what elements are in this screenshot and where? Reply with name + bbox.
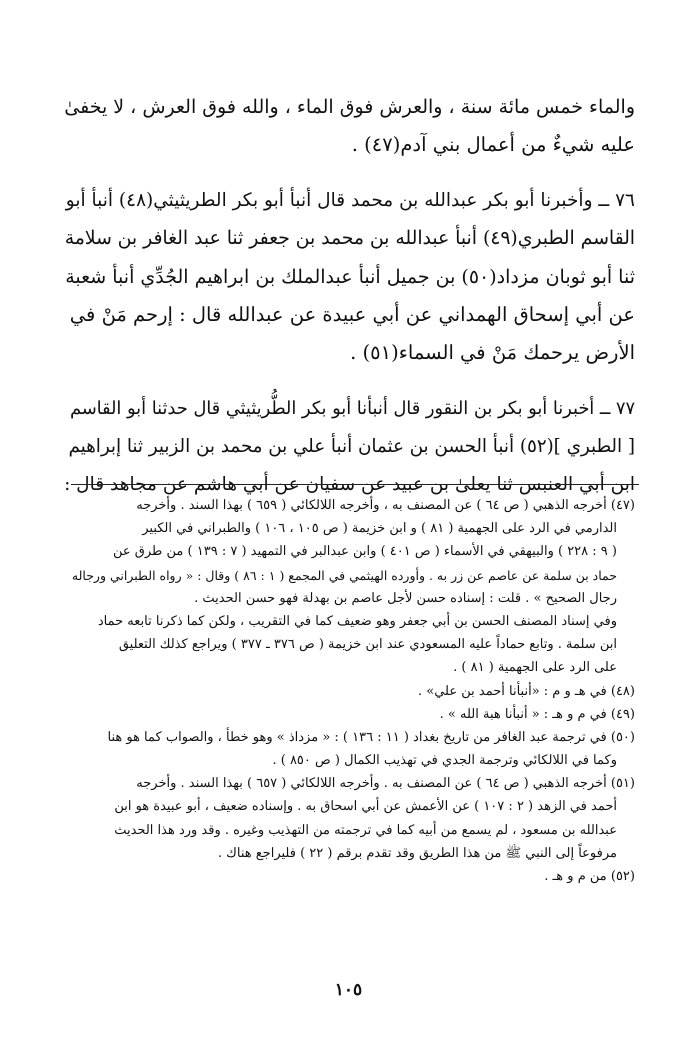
footnote-47-line: وفي إسناد المصنف الحسن بن أبي جعفر وهو ضعيف كما في التقريب ، ولكن كما ذكرنا تابعه حماد: [97, 613, 617, 629]
hadith-77-line: ابن أبي العنبس ثنا يعلىٰ بن عبيد عن سفيان عن أبي هاشم عن مجاهد قال :: [64, 474, 635, 495]
footnote-47-line: رجال الصحيح » . قلت : إسناده حسن لأجل عاصم بن بهدلة فهو حسن الحديث .: [194, 590, 617, 606]
main-text-block: [65, 88, 635, 504]
footnote-51-line: مرفوعاً إلى النبي ﷺ من هذا الطريق وقد تقدم برقم ( ٢٢ ) فليراجع هناك .: [217, 845, 617, 861]
hadith-76-line: ٧٦ ــ وأخبرنا أبو بكر عبدالله بن محمد قال أنبأ أبو بكر الطريثيثي(٤٨) أنبأ أبو: [65, 190, 635, 211]
hadith-76-line: القاسم الطبري(٤٩) أنبأ عبدالله بن محمد بن جعفر ثنا عبد الغافر بن سلامة: [64, 228, 635, 249]
footnote-50-line: وكما في اللالكائي وترجمة الجدي في تهذيب الكمال ( ص ٨٥٠ ) .: [272, 753, 617, 769]
footnote-47-line: حماد بن سلمة عن عاصم عن زر به . وأورده الهيثمي في المجمع ( ١ : ٨٦ ) وقال : « رواه الطبراني ورجاله: [71, 567, 617, 583]
footnote-51-line: أحمد في الزهد ( ٢ : ١٠٧ ) عن الأعمش عن أبي اسحاق به . وإسناده ضعيف ، أبو عبيدة هو ابن: [114, 799, 617, 815]
main-text-line: والماء خمس مائة سنة ، والعرش فوق الماء ، والله فوق العرش ، لا يخفىٰ: [64, 96, 635, 118]
footnote-48-line: (٤٨) في هـ و م : «أنبأنا أحمد بن علي» .: [418, 683, 635, 699]
footnote-50-line: (٥٠) في ترجمة عبد الغافر من تاريخ بغداد ( ١١ : ١٣٦ ) : « مزداذ » وهو خطأ ، والصواب كما هو هنا: [107, 729, 635, 745]
footnote-47-line: (٤٧) أخرجه الذهبي ( ص ٦٤ ) عن المصنف به ، وأخرجه اللالكائي ( ٦٥٩ ) بهذا السند . وأخرجه: [136, 498, 635, 513]
hadith-76-line: ثنا أبو ثوبان مزداد(٥٠) بن جميل أنبأ عبدالملك بن ابراهيم الجُدِّي أنبأ شعبة: [65, 266, 635, 288]
hadith-77-line: [ الطبري ](٥٢) أنبأ الحسن بن عثمان أنبأ علي بن محمد بن الزبير ثنا إبراهيم: [68, 436, 635, 457]
main-text-line: عليه شيءٌ من أعمال بني آدم(٤٧) .: [351, 133, 635, 156]
footnote-51-line: عبدالله بن مسعود ، لم يسمع من أبيه كما في ترجمته من التهذيب وغيره . وقد ورد هذا الحديث: [114, 822, 617, 838]
paragraph-gap: [65, 164, 635, 182]
footnote-47-line: ابن سلمة . وتابع حماداً عليه المسعودي عند ابن خزيمة ( ص ٣٧٦ ـ ٣٧٧ ) ويراجع كذلك التعليق: [118, 637, 617, 653]
footnote-47-line: الدارمي في الرد على الجهمية ( ٨١ ) و ابن خزيمة ( ص ١٠٥ ، ١٠٦ ) والطبراني في الكبير: [142, 521, 617, 537]
hadith-76-line: عن أبي إسحاق الهمداني عن أبي عبيدة عن عبدالله قال : إرحم مَنْ في: [69, 303, 635, 326]
footnote-47-line: على الرد على الجهمية ( ٨١ ) .: [453, 660, 617, 676]
page-number: ١٠٥: [334, 980, 363, 1000]
footnote-52-line: (٥٢) من م و هـ .: [544, 869, 635, 884]
footnotes-block: [65, 494, 635, 888]
footnote-49-line: (٤٩) في م و هـ : « أنبأنا هبة الله » .: [439, 706, 635, 722]
footnote-47-line: ( ٩ : ٢٢٨ ) والبيهقي في الأسماء ( ص ٤٠١ ) وابن عبدالبر في التمهيد ( ٧ : ١٣٩ ) من طرق عن: [113, 544, 617, 560]
hadith-76-line: الأرض يرحمك مَنْ في السماء(٥١) .: [350, 341, 635, 364]
hadith-77-line: ٧٧ ــ أخبرنا أبو بكر بن النقور قال أنبأنا أبو بكر الطُّريثيثي قال حدثنا أبو القاسم: [69, 399, 635, 419]
footnote-divider: [71, 484, 639, 485]
footnote-51-line: (٥١) أخرجه الذهبي ( ص ٦٤ ) عن المصنف به . وأخرجه اللالكائي ( ٦٥٧ ) بهذا السند . وأخرجه: [136, 776, 635, 792]
paragraph-gap: [65, 372, 635, 390]
